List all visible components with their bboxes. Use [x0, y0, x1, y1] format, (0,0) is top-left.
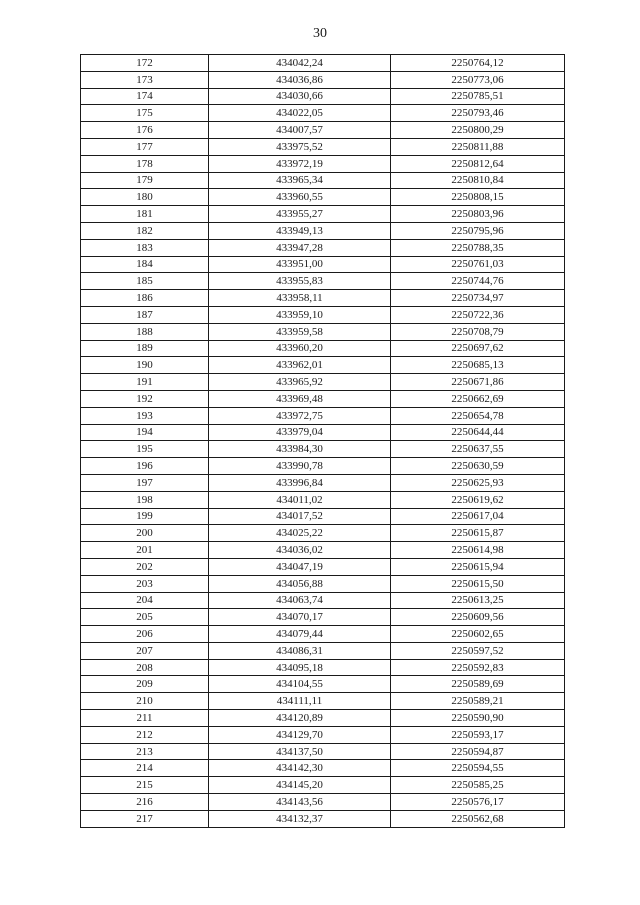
y-coordinate-cell: 2250734,97 — [391, 290, 565, 307]
y-coordinate-cell: 2250594,55 — [391, 760, 565, 777]
x-coordinate-cell: 434042,24 — [209, 55, 391, 72]
x-coordinate-cell: 433955,83 — [209, 273, 391, 290]
table-row — [81, 189, 565, 206]
point-number-cell: 177 — [81, 138, 209, 155]
table-row — [81, 542, 565, 559]
point-number-cell: 207 — [81, 642, 209, 659]
point-number-cell: 217 — [81, 810, 209, 827]
point-number-cell: 202 — [81, 558, 209, 575]
table-row — [81, 290, 565, 307]
x-coordinate-cell: 433965,92 — [209, 374, 391, 391]
x-coordinate-cell: 433996,84 — [209, 474, 391, 491]
point-number-cell: 188 — [81, 323, 209, 340]
x-coordinate-cell: 434056,88 — [209, 575, 391, 592]
y-coordinate-cell: 2250614,98 — [391, 542, 565, 559]
table-row — [81, 726, 565, 743]
y-coordinate-cell: 2250795,96 — [391, 222, 565, 239]
y-coordinate-cell: 2250697,62 — [391, 340, 565, 357]
y-coordinate-cell: 2250785,51 — [391, 88, 565, 105]
table-row — [81, 710, 565, 727]
y-coordinate-cell: 2250671,86 — [391, 374, 565, 391]
y-coordinate-cell: 2250593,17 — [391, 726, 565, 743]
table-row — [81, 88, 565, 105]
x-coordinate-cell: 434120,89 — [209, 710, 391, 727]
point-number-cell: 179 — [81, 172, 209, 189]
y-coordinate-cell: 2250793,46 — [391, 105, 565, 122]
point-number-cell: 204 — [81, 592, 209, 609]
table-row — [81, 340, 565, 357]
table-row — [81, 810, 565, 827]
x-coordinate-cell: 434145,20 — [209, 777, 391, 794]
point-number-cell: 199 — [81, 508, 209, 525]
y-coordinate-cell: 2250613,25 — [391, 592, 565, 609]
y-coordinate-cell: 2250744,76 — [391, 273, 565, 290]
point-number-cell: 200 — [81, 525, 209, 542]
y-coordinate-cell: 2250708,79 — [391, 323, 565, 340]
x-coordinate-cell: 434030,66 — [209, 88, 391, 105]
y-coordinate-cell: 2250764,12 — [391, 55, 565, 72]
x-coordinate-cell: 434143,56 — [209, 794, 391, 811]
point-number-cell: 185 — [81, 273, 209, 290]
table-row — [81, 558, 565, 575]
y-coordinate-cell: 2250773,06 — [391, 71, 565, 88]
y-coordinate-cell: 2250597,52 — [391, 642, 565, 659]
x-coordinate-cell: 433960,55 — [209, 189, 391, 206]
point-number-cell: 196 — [81, 458, 209, 475]
y-coordinate-cell: 2250576,17 — [391, 794, 565, 811]
table-row — [81, 642, 565, 659]
point-number-cell: 189 — [81, 340, 209, 357]
table-row — [81, 575, 565, 592]
y-coordinate-cell: 2250615,94 — [391, 558, 565, 575]
y-coordinate-cell: 2250619,62 — [391, 491, 565, 508]
point-number-cell: 184 — [81, 256, 209, 273]
table-row — [81, 306, 565, 323]
table-row — [81, 491, 565, 508]
y-coordinate-cell: 2250685,13 — [391, 357, 565, 374]
table-row — [81, 222, 565, 239]
y-coordinate-cell: 2250654,78 — [391, 407, 565, 424]
x-coordinate-cell: 434007,57 — [209, 122, 391, 139]
x-coordinate-cell: 433979,04 — [209, 424, 391, 441]
point-number-cell: 191 — [81, 374, 209, 391]
point-number-cell: 183 — [81, 239, 209, 256]
y-coordinate-cell: 2250609,56 — [391, 609, 565, 626]
point-number-cell: 208 — [81, 659, 209, 676]
y-coordinate-cell: 2250722,36 — [391, 306, 565, 323]
table-row — [81, 659, 565, 676]
table-row — [81, 273, 565, 290]
x-coordinate-cell: 434086,31 — [209, 642, 391, 659]
point-number-cell: 193 — [81, 407, 209, 424]
y-coordinate-cell: 2250630,59 — [391, 458, 565, 475]
table-row — [81, 390, 565, 407]
x-coordinate-cell: 433959,10 — [209, 306, 391, 323]
y-coordinate-cell: 2250590,90 — [391, 710, 565, 727]
table-row — [81, 474, 565, 491]
table-row — [81, 122, 565, 139]
table-row — [81, 626, 565, 643]
x-coordinate-cell: 434025,22 — [209, 525, 391, 542]
y-coordinate-cell: 2250812,64 — [391, 155, 565, 172]
y-coordinate-cell: 2250615,87 — [391, 525, 565, 542]
table-row — [81, 743, 565, 760]
x-coordinate-cell: 434036,02 — [209, 542, 391, 559]
x-coordinate-cell: 433958,11 — [209, 290, 391, 307]
y-coordinate-cell: 2250615,50 — [391, 575, 565, 592]
table-row — [81, 777, 565, 794]
x-coordinate-cell: 433951,00 — [209, 256, 391, 273]
y-coordinate-cell: 2250788,35 — [391, 239, 565, 256]
table-row — [81, 458, 565, 475]
table-row — [81, 609, 565, 626]
y-coordinate-cell: 2250644,44 — [391, 424, 565, 441]
point-number-cell: 182 — [81, 222, 209, 239]
point-number-cell: 181 — [81, 206, 209, 223]
x-coordinate-cell: 434137,50 — [209, 743, 391, 760]
point-number-cell: 175 — [81, 105, 209, 122]
point-number-cell: 197 — [81, 474, 209, 491]
y-coordinate-cell: 2250594,87 — [391, 743, 565, 760]
y-coordinate-cell: 2250800,29 — [391, 122, 565, 139]
point-number-cell: 209 — [81, 676, 209, 693]
x-coordinate-cell: 434017,52 — [209, 508, 391, 525]
table-row — [81, 407, 565, 424]
x-coordinate-cell: 433962,01 — [209, 357, 391, 374]
table-row — [81, 794, 565, 811]
y-coordinate-cell: 2250589,21 — [391, 693, 565, 710]
table-row — [81, 256, 565, 273]
table-row — [81, 676, 565, 693]
x-coordinate-cell: 434142,30 — [209, 760, 391, 777]
table-row — [81, 105, 565, 122]
table-row — [81, 760, 565, 777]
y-coordinate-cell: 2250562,68 — [391, 810, 565, 827]
point-number-cell: 212 — [81, 726, 209, 743]
table-row — [81, 357, 565, 374]
point-number-cell: 201 — [81, 542, 209, 559]
point-number-cell: 180 — [81, 189, 209, 206]
table-row — [81, 206, 565, 223]
x-coordinate-cell: 434022,05 — [209, 105, 391, 122]
y-coordinate-cell: 2250810,84 — [391, 172, 565, 189]
point-number-cell: 210 — [81, 693, 209, 710]
x-coordinate-cell: 434111,11 — [209, 693, 391, 710]
y-coordinate-cell: 2250637,55 — [391, 441, 565, 458]
table-row — [81, 323, 565, 340]
x-coordinate-cell: 434070,17 — [209, 609, 391, 626]
x-coordinate-cell: 434047,19 — [209, 558, 391, 575]
point-number-cell: 190 — [81, 357, 209, 374]
x-coordinate-cell: 433972,19 — [209, 155, 391, 172]
table-row — [81, 239, 565, 256]
point-number-cell: 192 — [81, 390, 209, 407]
point-number-cell: 213 — [81, 743, 209, 760]
y-coordinate-cell: 2250808,15 — [391, 189, 565, 206]
coordinates-table-body — [81, 55, 565, 828]
y-coordinate-cell: 2250811,88 — [391, 138, 565, 155]
point-number-cell: 216 — [81, 794, 209, 811]
x-coordinate-cell: 434095,18 — [209, 659, 391, 676]
x-coordinate-cell: 434132,37 — [209, 810, 391, 827]
x-coordinate-cell: 434011,02 — [209, 491, 391, 508]
y-coordinate-cell: 2250589,69 — [391, 676, 565, 693]
x-coordinate-cell: 433949,13 — [209, 222, 391, 239]
table-row — [81, 693, 565, 710]
y-coordinate-cell: 2250585,25 — [391, 777, 565, 794]
table-row — [81, 592, 565, 609]
table-row — [81, 71, 565, 88]
y-coordinate-cell: 2250617,04 — [391, 508, 565, 525]
x-coordinate-cell: 434063,74 — [209, 592, 391, 609]
table-row — [81, 374, 565, 391]
x-coordinate-cell: 434104,55 — [209, 676, 391, 693]
point-number-cell: 187 — [81, 306, 209, 323]
table-row — [81, 55, 565, 72]
point-number-cell: 205 — [81, 609, 209, 626]
table-row — [81, 424, 565, 441]
point-number-cell: 194 — [81, 424, 209, 441]
page-number: 30 — [313, 26, 327, 41]
y-coordinate-cell: 2250602,65 — [391, 626, 565, 643]
point-number-cell: 195 — [81, 441, 209, 458]
x-coordinate-cell: 433955,27 — [209, 206, 391, 223]
x-coordinate-cell: 433984,30 — [209, 441, 391, 458]
point-number-cell: 186 — [81, 290, 209, 307]
x-coordinate-cell: 433972,75 — [209, 407, 391, 424]
x-coordinate-cell: 434129,70 — [209, 726, 391, 743]
table-row — [81, 138, 565, 155]
x-coordinate-cell: 434079,44 — [209, 626, 391, 643]
point-number-cell: 211 — [81, 710, 209, 727]
point-number-cell: 173 — [81, 71, 209, 88]
y-coordinate-cell: 2250803,96 — [391, 206, 565, 223]
x-coordinate-cell: 433965,34 — [209, 172, 391, 189]
table-row — [81, 441, 565, 458]
coordinates-table — [80, 54, 565, 828]
point-number-cell: 178 — [81, 155, 209, 172]
x-coordinate-cell: 434036,86 — [209, 71, 391, 88]
table-row — [81, 525, 565, 542]
x-coordinate-cell: 433960,20 — [209, 340, 391, 357]
point-number-cell: 198 — [81, 491, 209, 508]
x-coordinate-cell: 433959,58 — [209, 323, 391, 340]
point-number-cell: 172 — [81, 55, 209, 72]
y-coordinate-cell: 2250761,03 — [391, 256, 565, 273]
x-coordinate-cell: 433969,48 — [209, 390, 391, 407]
point-number-cell: 203 — [81, 575, 209, 592]
x-coordinate-cell: 433975,52 — [209, 138, 391, 155]
point-number-cell: 206 — [81, 626, 209, 643]
point-number-cell: 214 — [81, 760, 209, 777]
table-row — [81, 172, 565, 189]
y-coordinate-cell: 2250592,83 — [391, 659, 565, 676]
table-row — [81, 508, 565, 525]
y-coordinate-cell: 2250662,69 — [391, 390, 565, 407]
x-coordinate-cell: 433947,28 — [209, 239, 391, 256]
point-number-cell: 176 — [81, 122, 209, 139]
y-coordinate-cell: 2250625,93 — [391, 474, 565, 491]
point-number-cell: 174 — [81, 88, 209, 105]
x-coordinate-cell: 433990,78 — [209, 458, 391, 475]
table-row — [81, 155, 565, 172]
point-number-cell: 215 — [81, 777, 209, 794]
